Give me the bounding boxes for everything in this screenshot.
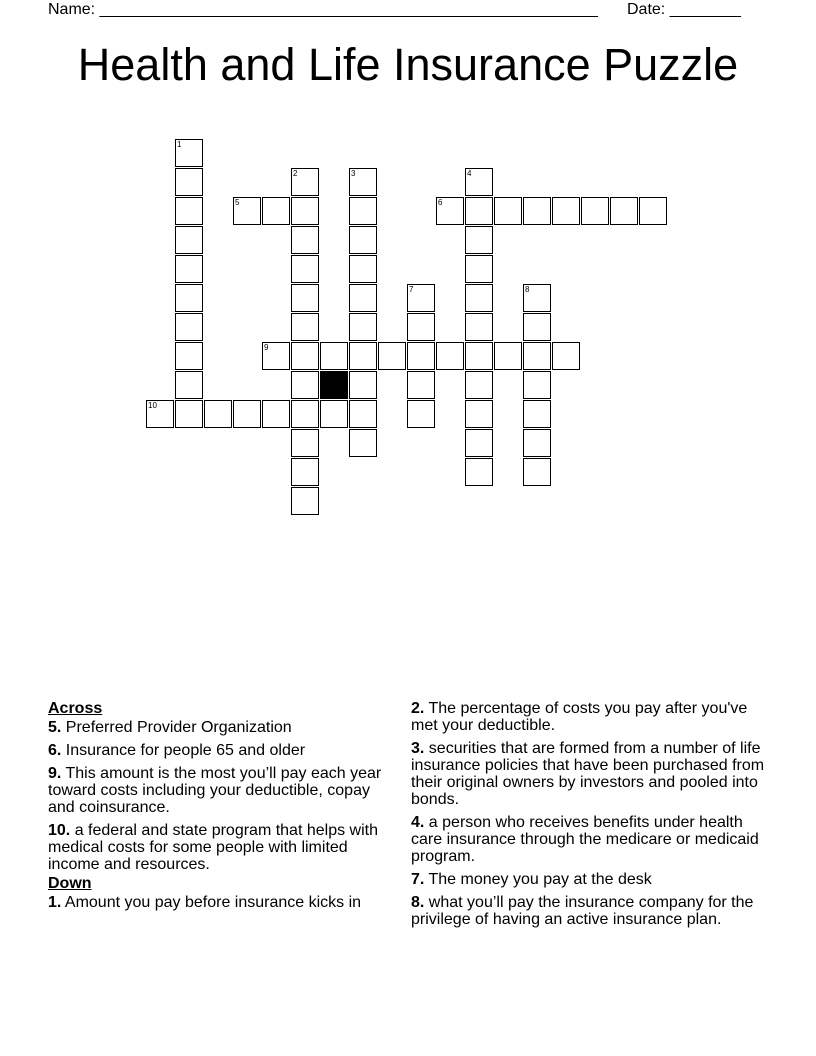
grid-cell[interactable] xyxy=(523,400,551,428)
grid-cell[interactable] xyxy=(349,371,377,399)
grid-cell[interactable] xyxy=(465,342,493,370)
grid-cell[interactable] xyxy=(291,429,319,457)
grid-cell[interactable] xyxy=(175,342,203,370)
grid-cell[interactable] xyxy=(291,458,319,486)
grid-cell[interactable] xyxy=(523,313,551,341)
grid-cell[interactable] xyxy=(465,255,493,283)
grid-cell[interactable] xyxy=(552,342,580,370)
clue-number: 1 xyxy=(177,140,182,149)
grid-cell[interactable] xyxy=(552,197,580,225)
grid-cell[interactable] xyxy=(349,226,377,254)
grid-cell[interactable] xyxy=(320,400,348,428)
grid-cell[interactable] xyxy=(175,313,203,341)
clue-down-2: 2. The percentage of costs you pay after you've met your deductible. xyxy=(411,700,748,734)
grid-cell[interactable] xyxy=(523,429,551,457)
date-field: Date: ________ xyxy=(627,1,741,18)
clues-right-column xyxy=(411,700,773,934)
grid-cell[interactable] xyxy=(175,197,203,225)
clue-number: 7 xyxy=(409,285,414,294)
clue-down-3: 3. securities that are formed from a number of life insurance policies that have been purchased from their original owners by investors and pooled into bonds. xyxy=(411,740,765,808)
clue-number: 10 xyxy=(148,401,157,410)
grid-cell[interactable] xyxy=(349,313,377,341)
grid-cell[interactable] xyxy=(175,255,203,283)
page-title: Health and Life Insurance Puzzle xyxy=(77,39,739,90)
black-square xyxy=(320,371,348,399)
grid-cell[interactable] xyxy=(262,197,290,225)
grid-cell[interactable] xyxy=(465,197,493,225)
grid-cell[interactable] xyxy=(378,342,406,370)
grid-cell[interactable] xyxy=(407,342,435,370)
grid-cell[interactable] xyxy=(465,284,493,312)
grid-cell[interactable] xyxy=(291,400,319,428)
grid-cell[interactable] xyxy=(407,313,435,341)
grid-cell[interactable] xyxy=(291,284,319,312)
grid-cell[interactable] xyxy=(291,313,319,341)
grid-cell[interactable] xyxy=(465,429,493,457)
grid-cell[interactable] xyxy=(349,284,377,312)
grid-cell[interactable] xyxy=(175,371,203,399)
across-heading: Across xyxy=(48,700,103,717)
grid-cell[interactable] xyxy=(349,342,377,370)
grid-cell[interactable] xyxy=(581,197,609,225)
clue-number: 4 xyxy=(467,169,472,178)
clue-down-8: 8. what you’ll pay the insurance company for the privilege of having an active insurance plan. xyxy=(411,894,754,928)
grid-cell[interactable] xyxy=(175,284,203,312)
grid-cell[interactable] xyxy=(465,371,493,399)
grid-cell[interactable] xyxy=(465,226,493,254)
clue-across-9: 9. This amount is the most you’ll pay each year toward costs including your deductible, copay and coinsurance. xyxy=(48,765,382,816)
clue-across-6: 6. Insurance for people 65 and older xyxy=(48,742,306,759)
grid-cell[interactable] xyxy=(262,400,290,428)
grid-cell[interactable] xyxy=(349,255,377,283)
grid-cell[interactable] xyxy=(204,400,232,428)
down-heading: Down xyxy=(48,875,92,892)
grid-cell[interactable] xyxy=(233,400,261,428)
grid-cell[interactable] xyxy=(291,371,319,399)
grid-cell[interactable] xyxy=(349,400,377,428)
grid-cell[interactable] xyxy=(523,197,551,225)
grid-cell[interactable] xyxy=(407,371,435,399)
grid-cell[interactable] xyxy=(291,487,319,515)
clues-left-column xyxy=(48,700,400,917)
name-field: Name: ________________________________________________________ xyxy=(48,1,598,18)
grid-cell[interactable] xyxy=(494,342,522,370)
grid-cell[interactable] xyxy=(407,400,435,428)
grid-cell[interactable] xyxy=(465,458,493,486)
clue-number: 8 xyxy=(525,285,530,294)
grid-cell[interactable] xyxy=(320,342,348,370)
grid-cell[interactable] xyxy=(349,429,377,457)
grid-cell[interactable] xyxy=(175,226,203,254)
grid-cell[interactable] xyxy=(291,342,319,370)
grid-cell[interactable] xyxy=(175,168,203,196)
grid-cell[interactable] xyxy=(465,400,493,428)
clue-number: 3 xyxy=(351,169,356,178)
grid-cell[interactable] xyxy=(291,255,319,283)
grid-cell[interactable] xyxy=(639,197,667,225)
clue-down-1: 1. Amount you pay before insurance kicks in xyxy=(48,894,362,911)
clue-number: 5 xyxy=(235,198,240,207)
grid-cell[interactable] xyxy=(523,342,551,370)
grid-cell[interactable] xyxy=(523,458,551,486)
grid-cell[interactable] xyxy=(523,371,551,399)
grid-cell[interactable] xyxy=(436,342,464,370)
clue-across-5: 5. Preferred Provider Organization xyxy=(48,719,292,736)
grid-cell[interactable] xyxy=(610,197,638,225)
clue-number: 2 xyxy=(293,169,298,178)
grid-cell[interactable] xyxy=(494,197,522,225)
clue-number: 6 xyxy=(438,198,443,207)
clue-down-7: 7. The money you pay at the desk xyxy=(411,871,652,888)
grid-cell[interactable] xyxy=(175,400,203,428)
grid-cell[interactable] xyxy=(291,226,319,254)
grid-cell[interactable] xyxy=(465,313,493,341)
clue-across-10: 10. a federal and state program that helps with medical costs for some people with limited income and resources. xyxy=(48,822,378,873)
clue-down-4: 4. a person who receives benefits under health care insurance through the medicare or medicaid program. xyxy=(411,814,759,865)
grid-cell[interactable] xyxy=(291,197,319,225)
clue-number: 9 xyxy=(264,343,269,352)
grid-cell[interactable] xyxy=(349,197,377,225)
